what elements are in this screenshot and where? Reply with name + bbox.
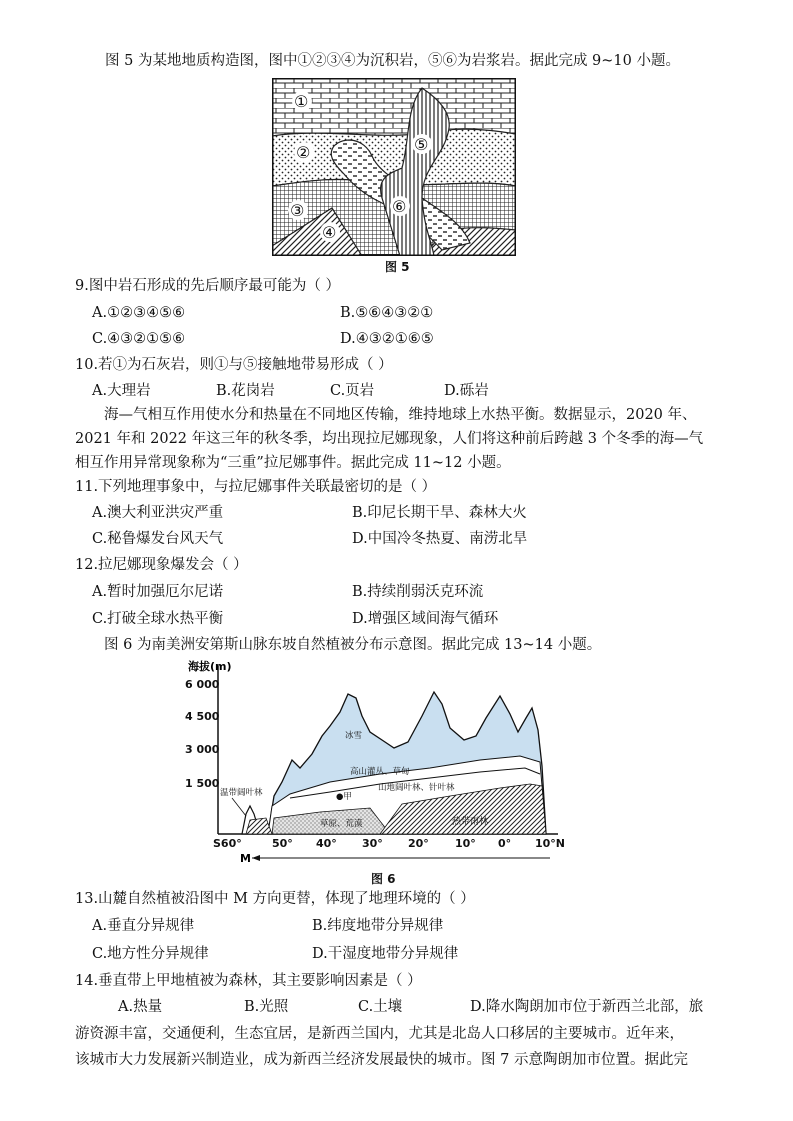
q11-option-d: D.中国冷冬热夏、南涝北旱 — [352, 531, 528, 547]
passage2-line-3: 相互作用异常现象称为“三重”拉尼娜事件。据此完成 11~12 小题。 — [75, 455, 511, 471]
fig6-xtick: 30° — [362, 837, 383, 850]
fig5-label-5: ⑤ — [414, 135, 429, 154]
fig6-ytick: 6 000 — [185, 678, 220, 691]
passage2-line-1: 海—气相互作用使水分和热量在不同地区传输，维持地球上水热平衡。数据显示，2020 年、 — [104, 407, 697, 423]
q12-option-c: C.打破全球水热平衡 — [92, 611, 224, 627]
q11-option-b: B.印尼长期干旱、森林大火 — [352, 505, 527, 521]
fig6-xtick: 40° — [316, 837, 337, 850]
q10-option-c: C.页岩 — [330, 383, 375, 399]
q10-option-d: D.砾岩 — [444, 383, 489, 399]
fig6-zone-temperate: 温带阔叶林 — [220, 788, 263, 798]
intro-fig6: 图 6 为南美洲安第斯山脉东坡自然植被分布示意图。据此完成 13~14 小题。 — [104, 637, 602, 653]
q12-option-b: B.持续削弱沃克环流 — [352, 584, 484, 600]
fig6-zone-tropical: 热带雨林 — [452, 817, 489, 827]
fig6-xtick: 0° — [498, 837, 512, 850]
fig6-m-label: M — [240, 852, 251, 865]
figure-5 — [272, 78, 516, 256]
fig6-xtick: 50° — [272, 837, 293, 850]
q13-option-d: D.干湿度地带分异规律 — [312, 946, 459, 962]
q12-option-d: D.增强区域间海气循环 — [352, 611, 499, 627]
q9-option-b: B.⑤⑥④③②① — [340, 305, 434, 321]
fig6-ylabel: 海拔(m) — [188, 660, 232, 673]
q13-option-a: A.垂直分异规律 — [92, 918, 195, 934]
q14-option-d-passage: D.降水陶朗加市位于新西兰北部，旅 — [470, 999, 704, 1015]
q14-option-a: A.热量 — [118, 999, 163, 1015]
passage2-line-2: 2021 年和 2022 年这三年的秋冬季，均出现拉尼娜现象，人们将这种前后跨越 3 个冬季的海—气 — [75, 431, 704, 447]
q10-stem: 10.若①为石灰岩，则①与⑤接触地带易形成（ ） — [75, 357, 393, 373]
q12-stem: 12.拉尼娜现象爆发会（ ） — [75, 557, 248, 573]
fig6-ytick: 4 500 — [185, 710, 220, 723]
fig6-xtick: 20° — [408, 837, 429, 850]
fig5-label-6: ⑥ — [392, 197, 407, 216]
figure-5-caption: 图 5 — [385, 260, 410, 274]
passage4-line-2: 该城市大力发展新兴制造业，成为新西兰经济发展最快的城市。图 7 示意陶朗加市位置。据此完 — [75, 1052, 688, 1068]
q14-stem: 14.垂直带上甲地植被为森林，其主要影响因素是（ ） — [75, 973, 422, 989]
fig6-zone-alpine: 高山灌丛、草甸 — [350, 767, 410, 777]
fig5-label-2: ② — [296, 143, 311, 162]
q13-stem: 13.山麓自然植被沿图中 M 方向更替，体现了地理环境的（ ） — [75, 891, 475, 907]
figure-6 — [180, 656, 580, 868]
fig6-xtick: 10° — [455, 837, 476, 850]
intro-fig5: 图 5 为某地地质构造图，图中①②③④为沉积岩，⑤⑥为岩浆岩。据此完成 9~10 小题。 — [105, 53, 680, 69]
figure-6-caption: 图 6 — [371, 872, 396, 886]
q10-option-b: B.花岗岩 — [216, 383, 275, 399]
fig5-label-3: ③ — [290, 201, 305, 220]
fig6-zone-snow: 冰雪 — [345, 731, 363, 741]
passage4-line-1: 游资源丰富，交通便利，生态宜居，是新西兰国内，尤其是北岛人口移居的主要城市。近年来， — [75, 1026, 684, 1042]
q9-option-a: A.①②③④⑤⑥ — [92, 305, 186, 321]
q14-option-c: C.土壤 — [358, 999, 403, 1015]
q14-option-b: B.光照 — [244, 999, 289, 1015]
q11-option-c: C.秘鲁爆发台风天气 — [92, 531, 224, 547]
q13-option-b: B.纬度地带分异规律 — [312, 918, 444, 934]
fig6-zone-grass: 草原、荒漠 — [320, 819, 363, 829]
q10-option-a: A.大理岩 — [92, 383, 151, 399]
fig5-label-4: ④ — [322, 223, 337, 242]
fig6-ytick: 3 000 — [185, 743, 220, 756]
fig6-xtick: 10°N — [535, 837, 566, 850]
q9-option-d: D.④③②①⑥⑤ — [340, 331, 434, 347]
fig6-zone-mixed: 山地阔叶林、针叶林 — [378, 783, 455, 793]
q9-option-c: C.④③②①⑤⑥ — [92, 331, 186, 347]
fig6-xtick: S60° — [213, 837, 242, 850]
fig5-label-1: ① — [294, 92, 309, 111]
fig6-point-jia: ●甲 — [336, 792, 352, 802]
fig6-ytick: 1 500 — [185, 777, 220, 790]
q12-option-a: A.暂时加强厄尔尼诺 — [92, 584, 224, 600]
q13-option-c: C.地方性分异规律 — [92, 946, 209, 962]
q11-stem: 11.下列地理事象中，与拉尼娜事件关联最密切的是（ ） — [75, 479, 437, 495]
q11-option-a: A.澳大利亚洪灾严重 — [92, 505, 224, 521]
q9-stem: 9.图中岩石形成的先后顺序最可能为（ ） — [75, 278, 340, 294]
